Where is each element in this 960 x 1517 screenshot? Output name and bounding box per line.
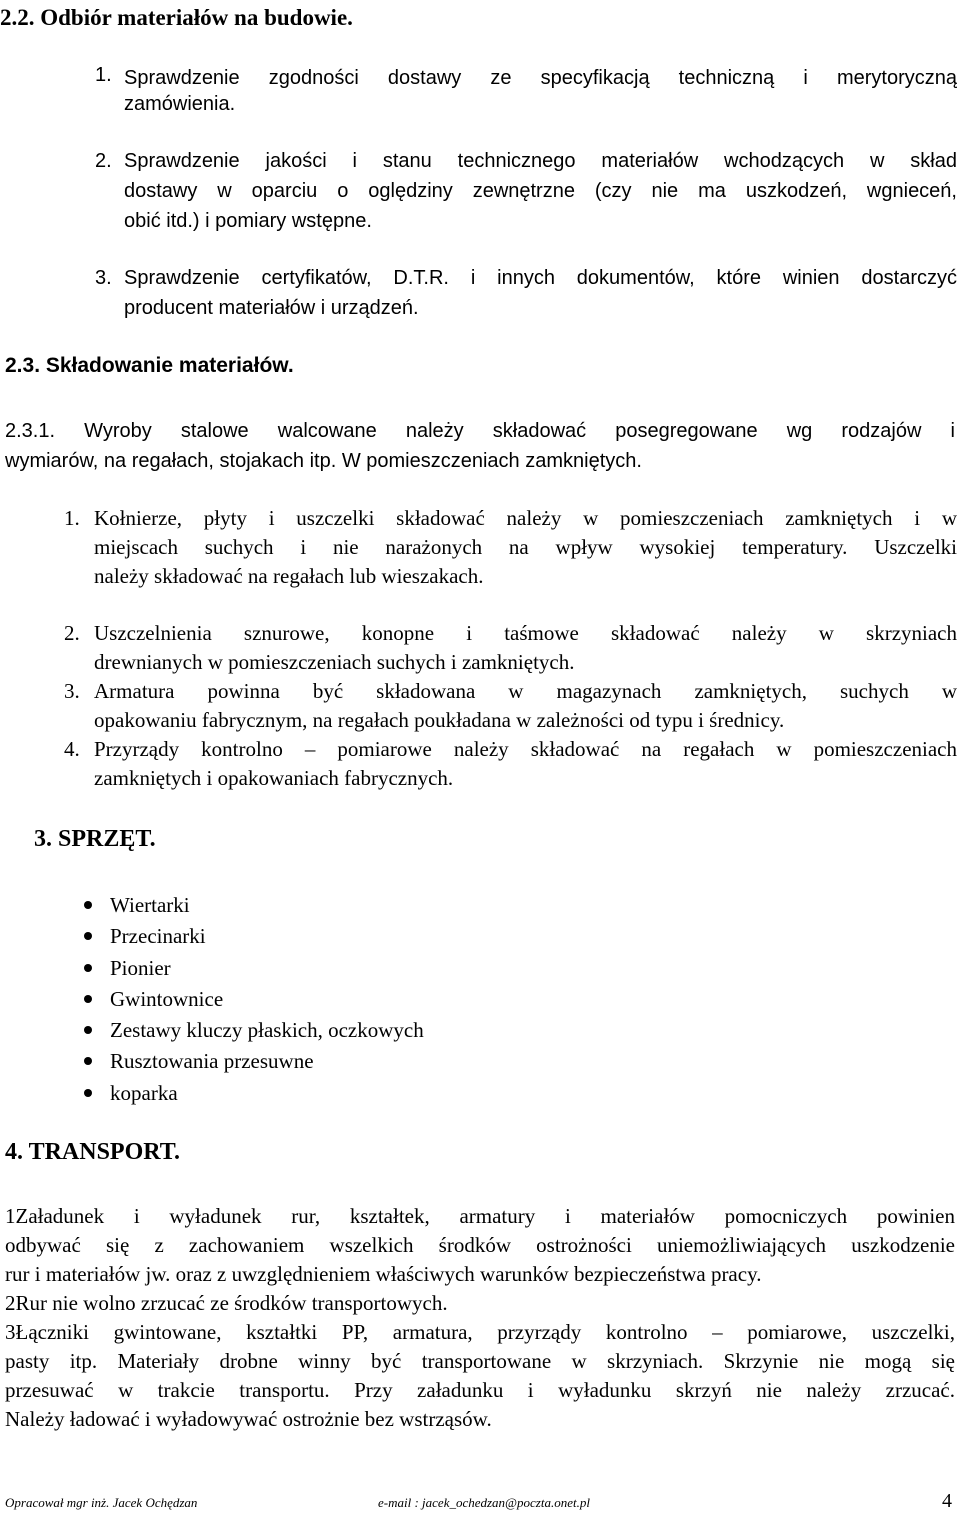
paragraph-line: Należy ładować i wyładowywać ostrożnie bez wstrząsów. xyxy=(5,1407,492,1431)
paragraph-line: 2Rur nie wolno zrzucać ze środków transportowych. xyxy=(5,1291,448,1315)
bullet-icon xyxy=(84,995,92,1003)
bullet-icon xyxy=(84,932,92,940)
list-item-line: opakowaniu fabrycznym, na regałach poukładana w zależności od typu i średnicy. xyxy=(94,708,785,732)
list-item-line: należy składować na regałach lub wieszakach. xyxy=(94,564,484,588)
page-number: 4 xyxy=(942,1490,952,1512)
list-item: Rusztowania przesuwne xyxy=(80,1046,424,1077)
paragraph-line: 1Załadunek i wyładunek rur, kształtek, armatury i materiałów pomocniczych powinien xyxy=(5,1204,955,1228)
list-item-line: producent materiałów i urządzeń. xyxy=(124,297,419,319)
list-item-number: 3. xyxy=(64,679,80,703)
list-item: Wiertarki xyxy=(80,890,424,921)
list-item-line: Uszczelnienia sznurowe, konopne i taśmowe składować należy w skrzyniach xyxy=(94,621,957,645)
paragraph-line: przesuwać w trakcie transportu. Przy załadunku i wyładunku skrzyń nie należy zrzucać. xyxy=(5,1378,955,1402)
list-item-line: Przyrządy kontrolno – pomiarowe należy składować na regałach w pomieszczeniach xyxy=(94,737,957,761)
list-item-number: 1. xyxy=(95,64,112,86)
paragraph-line: rur i materiałów jw. oraz z uwzględnieniem właściwych warunków bezpieczeństwa pracy. xyxy=(5,1262,762,1286)
section-heading-2-2: 2.2. Odbiór materiałów na budowie. xyxy=(0,5,353,30)
list-item-line: miejscach suchych i nie narażonych na wpływ wysokiej temperatury. Uszczelki xyxy=(94,535,957,559)
list-item: Zestawy kluczy płaskich, oczkowych xyxy=(80,1015,424,1046)
section-heading-4: 4. TRANSPORT. xyxy=(5,1139,180,1165)
paragraph-line: pasty itp. Materiały drobne winny być transportowane w skrzyniach. Skrzynie nie mogą się xyxy=(5,1349,955,1373)
list-item: Przecinarki xyxy=(80,921,424,952)
list-item-line: Sprawdzenie jakości i stanu technicznego materiałów wchodzących w skład xyxy=(124,150,957,172)
list-item-line: dostawy w oparciu o oględziny zewnętrzne (czy nie ma uszkodzeń, wgnieceń, xyxy=(124,180,957,202)
bullet-icon xyxy=(84,901,92,909)
list-item: Gwintownice xyxy=(80,984,424,1015)
list-item-number: 1. xyxy=(64,506,80,530)
list-item-line: obić itd.) i pomiary wstępne. xyxy=(124,210,372,232)
list-item: Pionier xyxy=(80,953,424,984)
section-heading-3: 3. SPRZĘT. xyxy=(34,826,156,852)
list-item-number: 4. xyxy=(64,737,80,761)
list-item-number: 2. xyxy=(95,150,112,172)
paragraph-line: odbywać się z zachowaniem wszelkich środków ostrożności uniemożliwiających uszkodzenie xyxy=(5,1233,955,1257)
list-item: koparka xyxy=(80,1078,424,1109)
list-item-line: Sprawdzenie certyfikatów, D.T.R. i innych dokumentów, które winien dostarczyć xyxy=(124,267,957,289)
section-heading-2-3: 2.3. Składowanie materiałów. xyxy=(5,354,294,377)
list-item-number: 3. xyxy=(95,267,112,289)
paragraph-line: 2.3.1. Wyroby stalowe walcowane należy składować posegregowane wg rodzajów i xyxy=(5,420,955,442)
bullet-icon xyxy=(84,1057,92,1065)
list-item-line: Kołnierze, płyty i uszczelki składować należy w pomieszczeniach zamkniętych i w xyxy=(94,506,957,530)
list-item-line: drewnianych w pomieszczeniach suchych i zamkniętych. xyxy=(94,650,575,674)
equipment-list xyxy=(80,890,424,1109)
bullet-icon xyxy=(84,1026,92,1034)
list-item-line: Armatura powinna być składowana w magazynach zamkniętych, suchych w xyxy=(94,679,957,703)
list-item-line: zamówienia. xyxy=(124,93,236,115)
bullet-icon xyxy=(84,1089,92,1097)
list-item-line: Sprawdzenie zgodności dostawy ze specyfikacją techniczną i merytoryczną xyxy=(124,67,957,89)
bullet-icon xyxy=(84,964,92,972)
paragraph-line: 3Łączniki gwintowane, kształtki PP, armatura, przyrządy kontrolno – pomiarowe, uszczelki, xyxy=(5,1320,955,1344)
list-item-number: 2. xyxy=(64,621,80,645)
paragraph-line: wymiarów, na regałach, stojakach itp. W pomieszczeniach zamkniętych. xyxy=(5,450,642,472)
list-item-line: zamkniętych i opakowaniach fabrycznych. xyxy=(94,766,454,790)
footer-author: Opracował mgr inż. Jacek Ochędzan xyxy=(5,1495,198,1510)
footer-email: e-mail : jacek_ochedzan@poczta.onet.pl xyxy=(378,1495,590,1510)
